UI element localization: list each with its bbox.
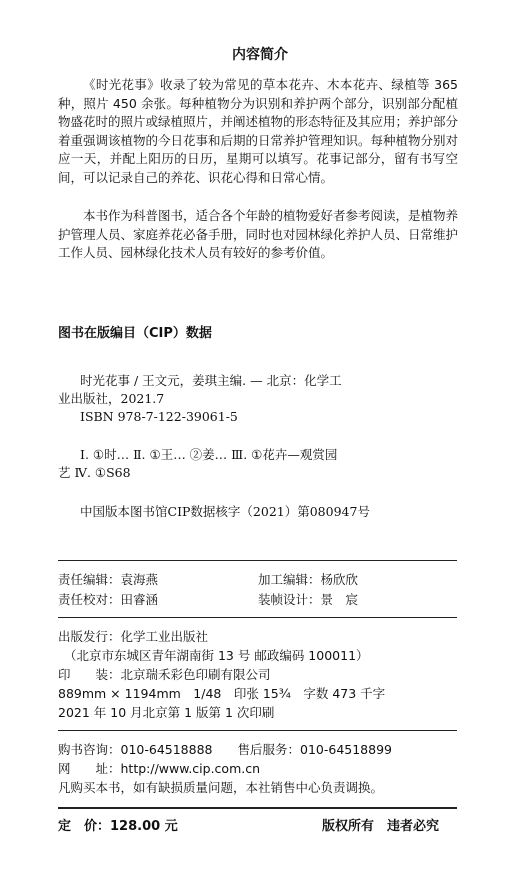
processing-editor-label: 加工编辑： <box>258 572 321 587</box>
designer-name: 景 宸 <box>320 592 359 607</box>
price-label: 定 价： <box>58 819 111 834</box>
footer-rule <box>58 807 457 809</box>
website-line: 网 址：http://www.cip.com.cn <box>58 761 261 776</box>
price <box>58 818 178 836</box>
intro-title: 内容简介 <box>232 47 288 63</box>
intro-paragraph-1: 《时光花事》收录了较为常见的草本花卉、木本花卉、绿植等 365 种，照片 450 余张。每种植物分为识别和养护两个部分，识别部分配植物盛花时的照片或绿植照片，并阐述植物的形态特征及其应用；养护部分着重强调该植物的今日花事和后期的日常养护管理知识。每种植物分别对应一天，并配上阳历的日历，星期可以填写。花事记部分，留有书写空间，可以记录自己的养花、识花心得和日常心情。 <box>58 77 459 185</box>
cip-record-number: 中国版本图书馆CIP数据核字（2021）第080947号 <box>80 504 370 519</box>
cip-isbn: ISBN 978-7-122-39061-5 <box>80 409 238 424</box>
cip-classification-2: 艺 Ⅳ. ①S68 <box>58 465 131 480</box>
imprint-top-rule <box>58 617 457 618</box>
cip-classification-1: Ⅰ. ①时… Ⅱ. ①王… ②姜… Ⅲ. ①花卉—观赏园 <box>80 447 338 462</box>
replacement-notice: 凡购买本书，如有缺损质量问题，本社销售中心负责调换。 <box>58 780 384 795</box>
cip-heading: 图书在版编目（CIP）数据 <box>58 326 212 341</box>
publisher-line: 出版发行：化学工业出版社 <box>58 629 209 644</box>
contact-top-rule <box>58 730 457 731</box>
binding-designer <box>258 591 358 609</box>
responsible-editor <box>58 571 158 589</box>
format-line: 889mm × 1194mm 1/48 印张 15¾ 字数 473 千字 <box>58 686 386 701</box>
cip-line-2: 业出版社，2021.7 <box>58 391 165 406</box>
intro-paragraph-2: 本书作为科普图书，适合各个年龄的植物爱好者参考阅读，是植物养护管理人员、家庭养花必备手册，同时也对园林绿化养护人员、日常维护工作人员、园林绿化技术人员有较好的参考价值。 <box>58 208 459 261</box>
credits-top-rule <box>58 560 457 561</box>
price-value: 128.00 元 <box>110 819 178 834</box>
processing-editor-name: 杨欣欣 <box>320 572 359 587</box>
publisher-address: （北京市东城区青年湖南街 13 号 邮政编码 100011） <box>64 648 369 663</box>
cip-line-1: 时光花事 / 王文元，姜琪主编. — 北京：化学工 <box>80 373 342 388</box>
responsible-editor-name: 袁海燕 <box>120 572 159 587</box>
responsible-proofreader <box>58 591 158 609</box>
purchase-service-line: 购书咨询：010-64518888 售后服务：010-64518899 <box>58 742 392 757</box>
copyright-notice: 版权所有 违者必究 <box>322 819 440 834</box>
proofreader-label: 责任校对： <box>58 592 121 607</box>
printer-line: 印 装：北京瑞禾彩色印刷有限公司 <box>58 667 271 682</box>
designer-label: 装帧设计： <box>258 592 321 607</box>
proofreader-name: 田睿涵 <box>120 592 159 607</box>
responsible-editor-label: 责任编辑： <box>58 572 121 587</box>
processing-editor <box>258 571 358 589</box>
edition-line: 2021 年 10 月北京第 1 版第 1 次印刷 <box>58 705 275 720</box>
